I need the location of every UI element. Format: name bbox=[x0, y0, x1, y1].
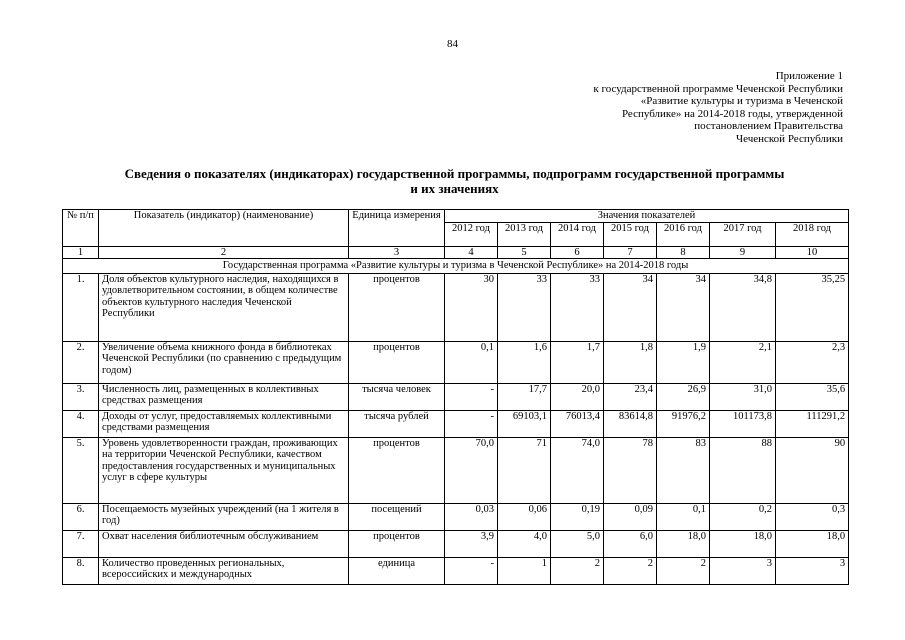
value-cell: 20,0 bbox=[551, 384, 604, 411]
value-cell: 0,1 bbox=[657, 504, 710, 531]
row-number: 8. bbox=[63, 558, 99, 585]
value-cell: 3 bbox=[710, 558, 776, 585]
value-cell: 83614,8 bbox=[604, 411, 657, 438]
column-number: 9 bbox=[710, 247, 776, 259]
value-cell: 31,0 bbox=[710, 384, 776, 411]
column-number: 2 bbox=[99, 247, 349, 259]
value-cell: 101173,8 bbox=[710, 411, 776, 438]
column-number: 4 bbox=[445, 247, 498, 259]
indicator-name: Доходы от услуг, предоставляемых коллективными средствами размещения bbox=[99, 411, 349, 438]
column-number: 1 bbox=[63, 247, 99, 259]
value-cell: 1,9 bbox=[657, 342, 710, 384]
value-cell: 78 bbox=[604, 438, 657, 504]
column-number: 3 bbox=[349, 247, 445, 259]
value-cell: 26,9 bbox=[657, 384, 710, 411]
header-indicator: Показатель (индикатор) (наименование) bbox=[99, 210, 349, 247]
table-row bbox=[63, 438, 849, 504]
value-cell: 34,8 bbox=[710, 274, 776, 342]
header-year: 2016 год bbox=[657, 223, 710, 247]
value-cell: 18,0 bbox=[776, 531, 849, 558]
indicator-name: Увеличение объема книжного фонда в библиотеках Чеченской Республики (по сравнению с предыдущим годом) bbox=[99, 342, 349, 384]
value-cell: 70,0 bbox=[445, 438, 498, 504]
value-cell: 33 bbox=[498, 274, 551, 342]
value-cell: 4,0 bbox=[498, 531, 551, 558]
value-cell: 6,0 bbox=[604, 531, 657, 558]
indicator-name: Посещаемость музейных учреждений (на 1 жителя в год) bbox=[99, 504, 349, 531]
value-cell: 91976,2 bbox=[657, 411, 710, 438]
table-row bbox=[63, 342, 849, 384]
value-cell: 76013,4 bbox=[551, 411, 604, 438]
section-row bbox=[63, 259, 849, 274]
value-cell: - bbox=[445, 384, 498, 411]
indicator-unit: тысяча человек bbox=[349, 384, 445, 411]
indicator-name: Охват населения библиотечным обслуживанием bbox=[99, 531, 349, 558]
indicator-name: Количество проведенных региональных, всероссийских и международных bbox=[99, 558, 349, 585]
row-number: 2. bbox=[63, 342, 99, 384]
appendix-line: Приложение 1 bbox=[775, 70, 843, 82]
value-cell: 0,09 bbox=[604, 504, 657, 531]
table-row bbox=[63, 384, 849, 411]
indicator-unit: процентов bbox=[349, 274, 445, 342]
table-row bbox=[63, 411, 849, 438]
column-number: 10 bbox=[776, 247, 849, 259]
table-row bbox=[63, 274, 849, 342]
appendix-note bbox=[523, 70, 843, 145]
appendix-line: постановлением Правительства bbox=[694, 120, 843, 132]
value-cell: 0,2 bbox=[710, 504, 776, 531]
value-cell: 1 bbox=[498, 558, 551, 585]
document-title-line-2: и их значениях bbox=[410, 181, 499, 196]
column-number: 7 bbox=[604, 247, 657, 259]
table-row bbox=[63, 558, 849, 585]
page-number: 84 bbox=[447, 38, 458, 50]
value-cell: 35,25 bbox=[776, 274, 849, 342]
value-cell: 18,0 bbox=[657, 531, 710, 558]
indicator-unit: процентов bbox=[349, 531, 445, 558]
value-cell: 0,3 bbox=[776, 504, 849, 531]
value-cell: 0,03 bbox=[445, 504, 498, 531]
header-year: 2014 год bbox=[551, 223, 604, 247]
value-cell: 2 bbox=[604, 558, 657, 585]
value-cell: 17,7 bbox=[498, 384, 551, 411]
header-year: 2012 год bbox=[445, 223, 498, 247]
value-cell: 3 bbox=[776, 558, 849, 585]
value-cell: 23,4 bbox=[604, 384, 657, 411]
value-cell: 2 bbox=[551, 558, 604, 585]
value-cell: 83 bbox=[657, 438, 710, 504]
header-year: 2013 год bbox=[498, 223, 551, 247]
indicator-name: Доля объектов культурного наследия, находящихся в удовлетворительном состоянии, в общем количестве объектов культурного наследия Чеченской Республики bbox=[99, 274, 349, 342]
value-cell: 30 bbox=[445, 274, 498, 342]
header-values-group: Значения показателей bbox=[445, 210, 849, 223]
value-cell: 90 bbox=[776, 438, 849, 504]
document-title-line-1: Сведения о показателях (индикаторах) государственной программы, подпрограмм государственной программы bbox=[124, 166, 785, 181]
value-cell: 74,0 bbox=[551, 438, 604, 504]
header-number: № п/п bbox=[63, 210, 99, 247]
value-cell: 5,0 bbox=[551, 531, 604, 558]
row-number: 4. bbox=[63, 411, 99, 438]
indicator-unit: процентов bbox=[349, 342, 445, 384]
section-title: Государственная программа «Развитие культуры и туризма в Чеченской Республике» на 2014-2018 годы bbox=[63, 259, 849, 274]
indicator-unit: единица bbox=[349, 558, 445, 585]
value-cell: 88 bbox=[710, 438, 776, 504]
indicator-unit: тысяча рублей bbox=[349, 411, 445, 438]
value-cell: 1,7 bbox=[551, 342, 604, 384]
header-unit: Единица измерения bbox=[349, 210, 445, 247]
row-number: 6. bbox=[63, 504, 99, 531]
value-cell: 0,19 bbox=[551, 504, 604, 531]
value-cell: - bbox=[445, 558, 498, 585]
document-title bbox=[62, 166, 847, 196]
indicator-name: Численность лиц, размещенных в коллективных средствах размещения bbox=[99, 384, 349, 411]
value-cell: 0,06 bbox=[498, 504, 551, 531]
indicator-unit: посещений bbox=[349, 504, 445, 531]
value-cell: 18,0 bbox=[710, 531, 776, 558]
row-number: 3. bbox=[63, 384, 99, 411]
column-number: 5 bbox=[498, 247, 551, 259]
indicator-unit: процентов bbox=[349, 438, 445, 504]
column-numbers-row bbox=[63, 247, 849, 259]
value-cell: 1,8 bbox=[604, 342, 657, 384]
value-cell: 2,3 bbox=[776, 342, 849, 384]
value-cell: 3,9 bbox=[445, 531, 498, 558]
appendix-line: Чеченской Республики bbox=[735, 132, 843, 145]
appendix-line: к государственной программе Чеченской Республики bbox=[593, 82, 843, 95]
value-cell: 34 bbox=[657, 274, 710, 342]
value-cell: - bbox=[445, 411, 498, 438]
column-number: 6 bbox=[551, 247, 604, 259]
indicators-table bbox=[62, 209, 849, 585]
table-row bbox=[63, 531, 849, 558]
header-year: 2015 год bbox=[604, 223, 657, 247]
value-cell: 71 bbox=[498, 438, 551, 504]
appendix-line: «Развитие культуры и туризма в Чеченской bbox=[640, 95, 843, 107]
value-cell: 33 bbox=[551, 274, 604, 342]
value-cell: 111291,2 bbox=[776, 411, 849, 438]
value-cell: 1,6 bbox=[498, 342, 551, 384]
value-cell: 2 bbox=[657, 558, 710, 585]
value-cell: 69103,1 bbox=[498, 411, 551, 438]
row-number: 1. bbox=[63, 274, 99, 342]
indicator-name: Уровень удовлетворенности граждан, проживающих на территории Чеченской Республики, качеством предоставления государственных и муниципальных услуг в сфере культуры bbox=[99, 438, 349, 504]
value-cell: 34 bbox=[604, 274, 657, 342]
header-year: 2017 год bbox=[710, 223, 776, 247]
column-number: 8 bbox=[657, 247, 710, 259]
appendix-line: Республике» на 2014-2018 годы, утвержденной bbox=[621, 107, 843, 120]
value-cell: 35,6 bbox=[776, 384, 849, 411]
value-cell: 0,1 bbox=[445, 342, 498, 384]
row-number: 5. bbox=[63, 438, 99, 504]
value-cell: 2,1 bbox=[710, 342, 776, 384]
table-row bbox=[63, 504, 849, 531]
row-number: 7. bbox=[63, 531, 99, 558]
header-year: 2018 год bbox=[776, 223, 849, 247]
